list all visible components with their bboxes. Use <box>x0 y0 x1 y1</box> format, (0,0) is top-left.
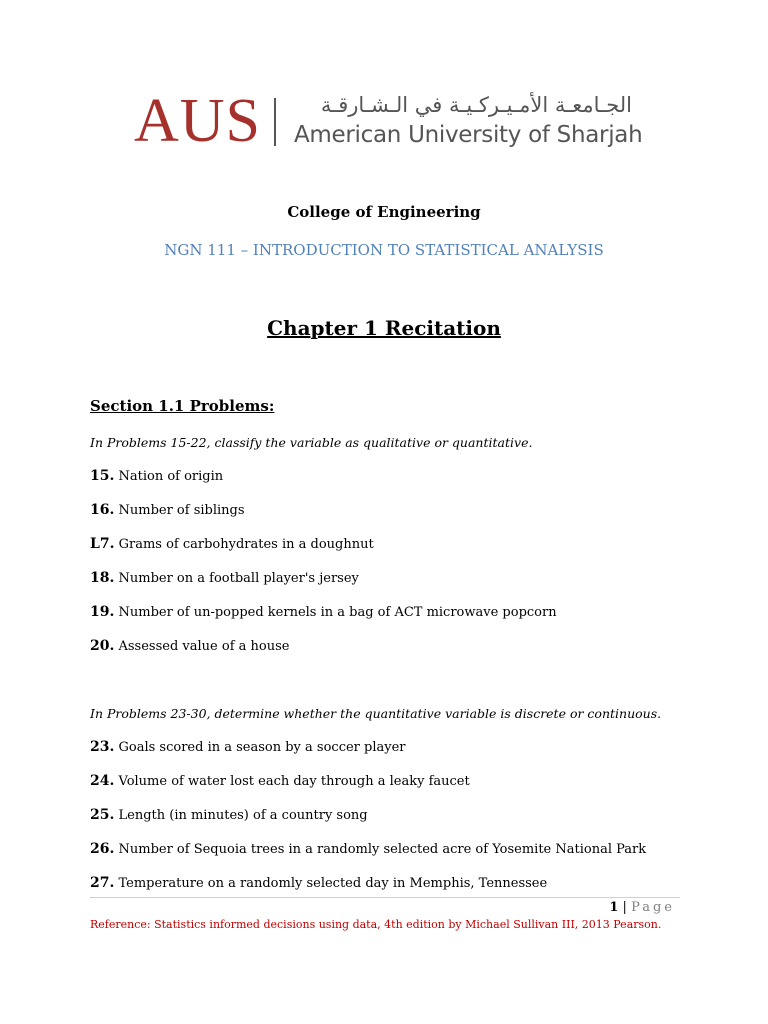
problem-text: Number of Sequoia trees in a randomly selected acre of Yosemite National Park <box>118 842 647 857</box>
page-number <box>609 900 675 915</box>
problem-text: Goals scored in a season by a soccer player <box>118 740 406 755</box>
problem-number: 20. <box>90 638 115 654</box>
problem-number: 25. <box>90 807 115 823</box>
logo-divider <box>274 98 276 146</box>
problem-item <box>90 773 470 789</box>
problem-number: 24. <box>90 773 115 789</box>
chapter-title: Chapter 1 Recitation <box>267 316 501 340</box>
problem-number: 18. <box>90 570 115 586</box>
logo-abbreviation: AUS <box>134 87 262 155</box>
problem-number: 26. <box>90 841 115 857</box>
course-title: NGN 111 – INTRODUCTION TO STATISTICAL ANALYSIS <box>164 241 604 259</box>
problem-number: L7. <box>90 536 115 552</box>
instruction-group-2: In Problems 23-30, determine whether the quantitative variable is discrete or continuous. <box>90 706 662 721</box>
problem-text: Temperature on a randomly selected day in Memphis, Tennessee <box>118 876 548 891</box>
problem-number: 23. <box>90 739 115 755</box>
problem-text: Assessed value of a house <box>118 639 290 654</box>
problem-item <box>90 638 289 654</box>
problem-text: Volume of water lost each day through a leaky faucet <box>118 774 470 789</box>
page-label: Page <box>631 900 675 915</box>
problem-item <box>90 807 368 823</box>
logo-english-name: American University of Sharjah <box>294 122 643 148</box>
reference-note: Reference: Statistics informed decisions using data, 4th edition by Michael Sullivan III, 2013 Pearson. <box>90 918 662 931</box>
problem-item <box>90 502 245 518</box>
problem-text: Nation of origin <box>118 469 224 484</box>
problem-item <box>90 875 547 891</box>
problem-text: Grams of carbohydrates in a doughnut <box>118 537 374 552</box>
aus-logo <box>134 87 643 155</box>
problem-item <box>90 468 223 484</box>
problem-text: Number of siblings <box>118 503 245 518</box>
problem-item <box>90 536 374 552</box>
problem-number: 19. <box>90 604 115 620</box>
problem-number: 27. <box>90 875 115 891</box>
problem-number: 15. <box>90 468 115 484</box>
page-number-value: 1 <box>609 900 619 915</box>
footer-divider <box>90 897 680 898</box>
problem-item <box>90 739 406 755</box>
problem-number: 16. <box>90 502 115 518</box>
section-title: Section 1.1 Problems: <box>90 397 275 415</box>
problem-text: Length (in minutes) of a country song <box>118 808 368 823</box>
college-name: College of Engineering <box>287 203 481 221</box>
problem-text: Number on a football player's jersey <box>118 571 359 586</box>
problem-item <box>90 841 646 857</box>
page-separator: | <box>622 900 627 915</box>
problem-item <box>90 604 557 620</box>
logo-arabic-name: الجـامعـة الأمـيـركـيـة في الـشـارقـة <box>320 93 632 117</box>
problem-item <box>90 570 359 586</box>
instruction-group-1: In Problems 15-22, classify the variable as qualitative or quantitative. <box>90 435 533 450</box>
problem-text: Number of un-popped kernels in a bag of ACT microwave popcorn <box>118 605 557 620</box>
